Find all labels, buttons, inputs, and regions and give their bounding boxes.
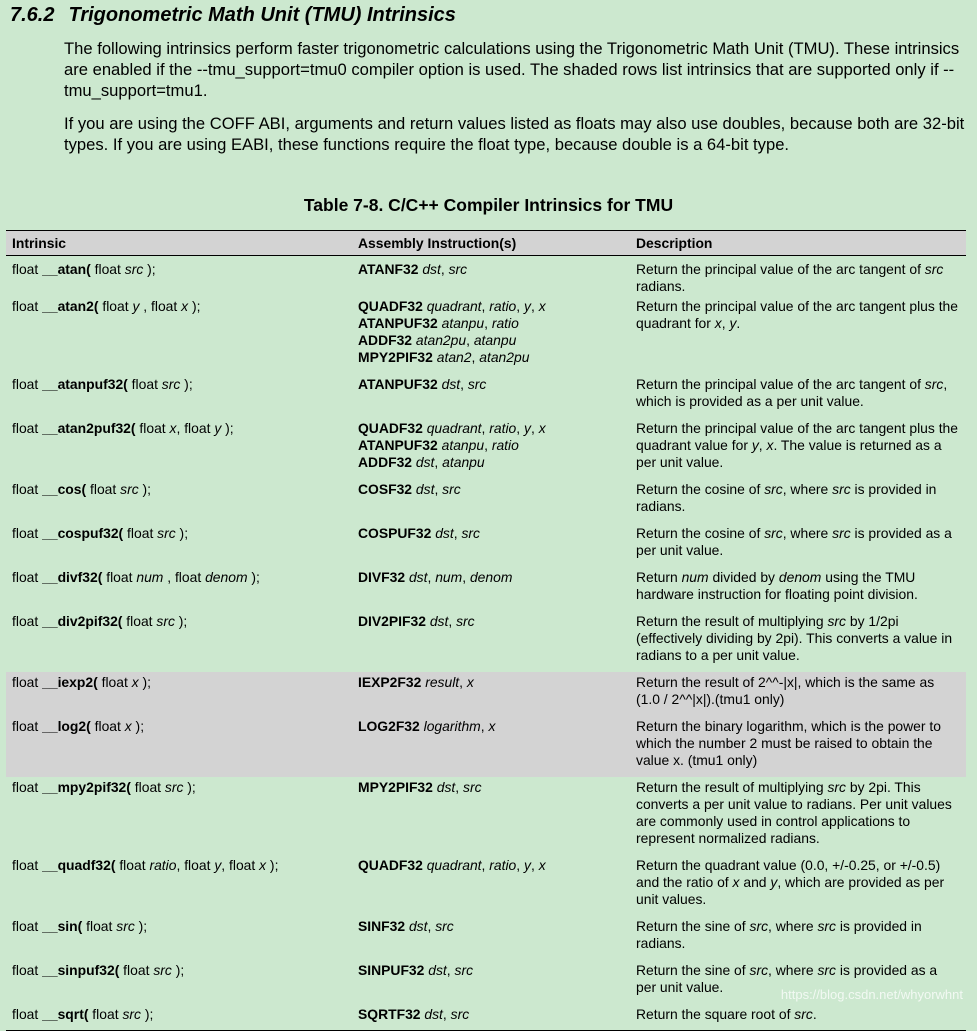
assembly-cell xyxy=(352,611,630,672)
assembly-cell xyxy=(352,256,630,299)
assembly-line: LOG2F32 logarithm, x xyxy=(358,718,496,734)
table-row xyxy=(6,256,966,299)
intrinsic-cell: float __atan( float src ); xyxy=(12,261,156,277)
table-row xyxy=(6,916,966,960)
table-row xyxy=(6,1004,966,1031)
description-cell: Return the square root of src. xyxy=(636,1006,817,1022)
intrinsic-cell: float __cos( float src ); xyxy=(12,481,152,497)
description-cell: Return the result of multiplying src by 2pi. This converts a per unit value to radians. Per unit values are commonly used in control applications to represent normalized radians. xyxy=(636,779,952,846)
assembly-line: ATANPUF32 atanpu, ratio xyxy=(358,437,519,453)
section-title: Trigonometric Math Unit (TMU) Intrinsics xyxy=(68,4,456,26)
assembly-line: DIVF32 dst, num, denom xyxy=(358,569,513,585)
assembly-cell xyxy=(352,716,630,777)
assembly-cell xyxy=(352,418,630,479)
intrinsic-cell: float __atan2( float y , float x ); xyxy=(12,298,201,314)
intrinsic-cell: float __sin( float src ); xyxy=(12,918,148,934)
description-cell: Return the principal value of the arc tangent plus the quadrant value for y, x. The value is returned as a per unit value. xyxy=(636,420,959,470)
header-assembly: Assembly Instruction(s) xyxy=(358,235,517,251)
assembly-line: MPY2PIF32 dst, src xyxy=(358,779,482,795)
table-caption: Table 7-8. C/C++ Compiler Intrinsics for TMU xyxy=(303,195,674,215)
assembly-line: ATANF32 dst, src xyxy=(358,261,468,277)
intrinsic-cell: float __atanpuf32( float src ); xyxy=(12,376,193,392)
intrinsic-cell: float __mpy2pif32( float src ); xyxy=(12,779,196,795)
description-cell: Return the principal value of the arc tangent plus the quadrant for x, y. xyxy=(636,298,959,331)
table-row xyxy=(6,672,966,716)
description-cell: Return the result of 2^^-|x|, which is the same as (1.0 / 2^^|x|).(tmu1 only) xyxy=(636,674,935,707)
assembly-line: COSF32 dst, src xyxy=(358,481,461,497)
table-row xyxy=(6,418,966,479)
intrinsic-cell: float __log2( float x ); xyxy=(12,718,145,734)
assembly-cell xyxy=(352,567,630,611)
intrinsic-cell: float __iexp2( float x ); xyxy=(12,674,152,690)
assembly-line: ATANPUF32 dst, src xyxy=(358,376,487,392)
description-cell: Return the cosine of src, where src is provided as a per unit value. xyxy=(636,525,952,558)
assembly-cell xyxy=(352,374,630,418)
assembly-line: SINF32 dst, src xyxy=(358,918,454,934)
intro-paragraph-1: The following intrinsics perform faster trigonometric calculations using the Trigonometric Math Unit (TMU). These intrinsics are enabled if the --tmu_support=tmu0 compiler option is used. The shaded rows list intrinsics that are supported only if --tmu_support=tmu1. xyxy=(64,39,960,100)
table-row xyxy=(6,611,966,672)
section-number: 7.6.2 xyxy=(10,4,55,26)
intrinsic-cell: float __sinpuf32( float src ); xyxy=(12,962,185,978)
intrinsic-cell: float __div2pif32( float src ); xyxy=(12,613,188,629)
assembly-line: SQRTF32 dst, src xyxy=(358,1006,470,1022)
assembly-cell xyxy=(352,298,630,374)
table-row xyxy=(6,716,966,777)
description-cell: Return the principal value of the arc tangent of src, which is provided as a per unit value. xyxy=(636,376,948,409)
table-row xyxy=(6,523,966,567)
table-row xyxy=(6,855,966,916)
assembly-cell xyxy=(352,672,630,716)
assembly-line: IEXP2F32 result, x xyxy=(358,674,474,690)
table-row xyxy=(6,777,966,855)
assembly-cell xyxy=(352,523,630,567)
assembly-line: MPY2PIF32 atan2, atan2pu xyxy=(358,349,530,365)
description-cell: Return the quadrant value (0.0, +/-0.25, or +/-0.5) and the ratio of x and y, which are provided as per unit values. xyxy=(636,857,945,907)
table-row xyxy=(6,479,966,523)
description-cell: Return num divided by denom using the TMU hardware instruction for floating point division. xyxy=(636,569,918,602)
intro-paragraph-2: If you are using the COFF ABI, arguments and return values listed as floats may also use doubles, because both are 32-bit types. If you are using EABI, these functions require the float type, because double is a 64-bit type. xyxy=(64,114,965,154)
assembly-cell xyxy=(352,479,630,523)
assembly-line: QUADF32 quadrant, ratio, y, x xyxy=(358,420,546,436)
description-cell: Return the binary logarithm, which is the power to which the number 2 must be raised to obtain the value x. (tmu1 only) xyxy=(636,718,941,768)
assembly-cell xyxy=(352,777,630,855)
assembly-line: ADDF32 atan2pu, atanpu xyxy=(358,332,517,348)
table-row xyxy=(6,298,966,374)
assembly-line: ATANPUF32 atanpu, ratio xyxy=(358,315,519,331)
intrinsic-cell: float __atan2puf32( float x, float y ); xyxy=(12,420,234,436)
tmu-intrinsics-table xyxy=(6,230,966,1031)
section-heading xyxy=(10,4,456,27)
description-cell: Return the cosine of src, where src is provided in radians. xyxy=(636,481,937,514)
header-intrinsic: Intrinsic xyxy=(12,235,67,251)
assembly-line: COSPUF32 dst, src xyxy=(358,525,480,541)
intrinsic-cell: float __divf32( float num , float denom ); xyxy=(12,569,260,585)
table-row xyxy=(6,567,966,611)
watermark: https://blog.csdn.net/whyorwhnt xyxy=(780,987,963,1002)
description-cell: Return the result of multiplying src by 1/2pi (effectively dividing by 2pi). This converts a value in radians to a per unit value. xyxy=(636,613,953,663)
table-header-row xyxy=(6,231,966,256)
assembly-cell xyxy=(352,960,630,1004)
assembly-line: QUADF32 quadrant, ratio, y, x xyxy=(358,298,546,314)
intrinsic-cell: float __sqrt( float src ); xyxy=(12,1006,154,1022)
intrinsic-cell: float __cospuf32( float src ); xyxy=(12,525,189,541)
description-cell: Return the sine of src, where src is provided in radians. xyxy=(636,918,922,951)
assembly-line: ADDF32 dst, atanpu xyxy=(358,454,485,470)
description-cell: Return the principal value of the arc tangent of src radians. xyxy=(636,261,944,294)
assembly-cell xyxy=(352,916,630,960)
assembly-cell xyxy=(352,855,630,916)
assembly-line: SINPUF32 dst, src xyxy=(358,962,474,978)
intrinsic-cell: float __quadf32( float ratio, float y, float x ); xyxy=(12,857,279,873)
table-row xyxy=(6,374,966,418)
description-cell: Return the sine of src, where src is provided as a per unit value. xyxy=(636,962,938,995)
assembly-cell xyxy=(352,1004,630,1031)
assembly-line: DIV2PIF32 dst, src xyxy=(358,613,475,629)
assembly-line: QUADF32 quadrant, ratio, y, x xyxy=(358,857,546,873)
header-description: Description xyxy=(636,235,713,251)
